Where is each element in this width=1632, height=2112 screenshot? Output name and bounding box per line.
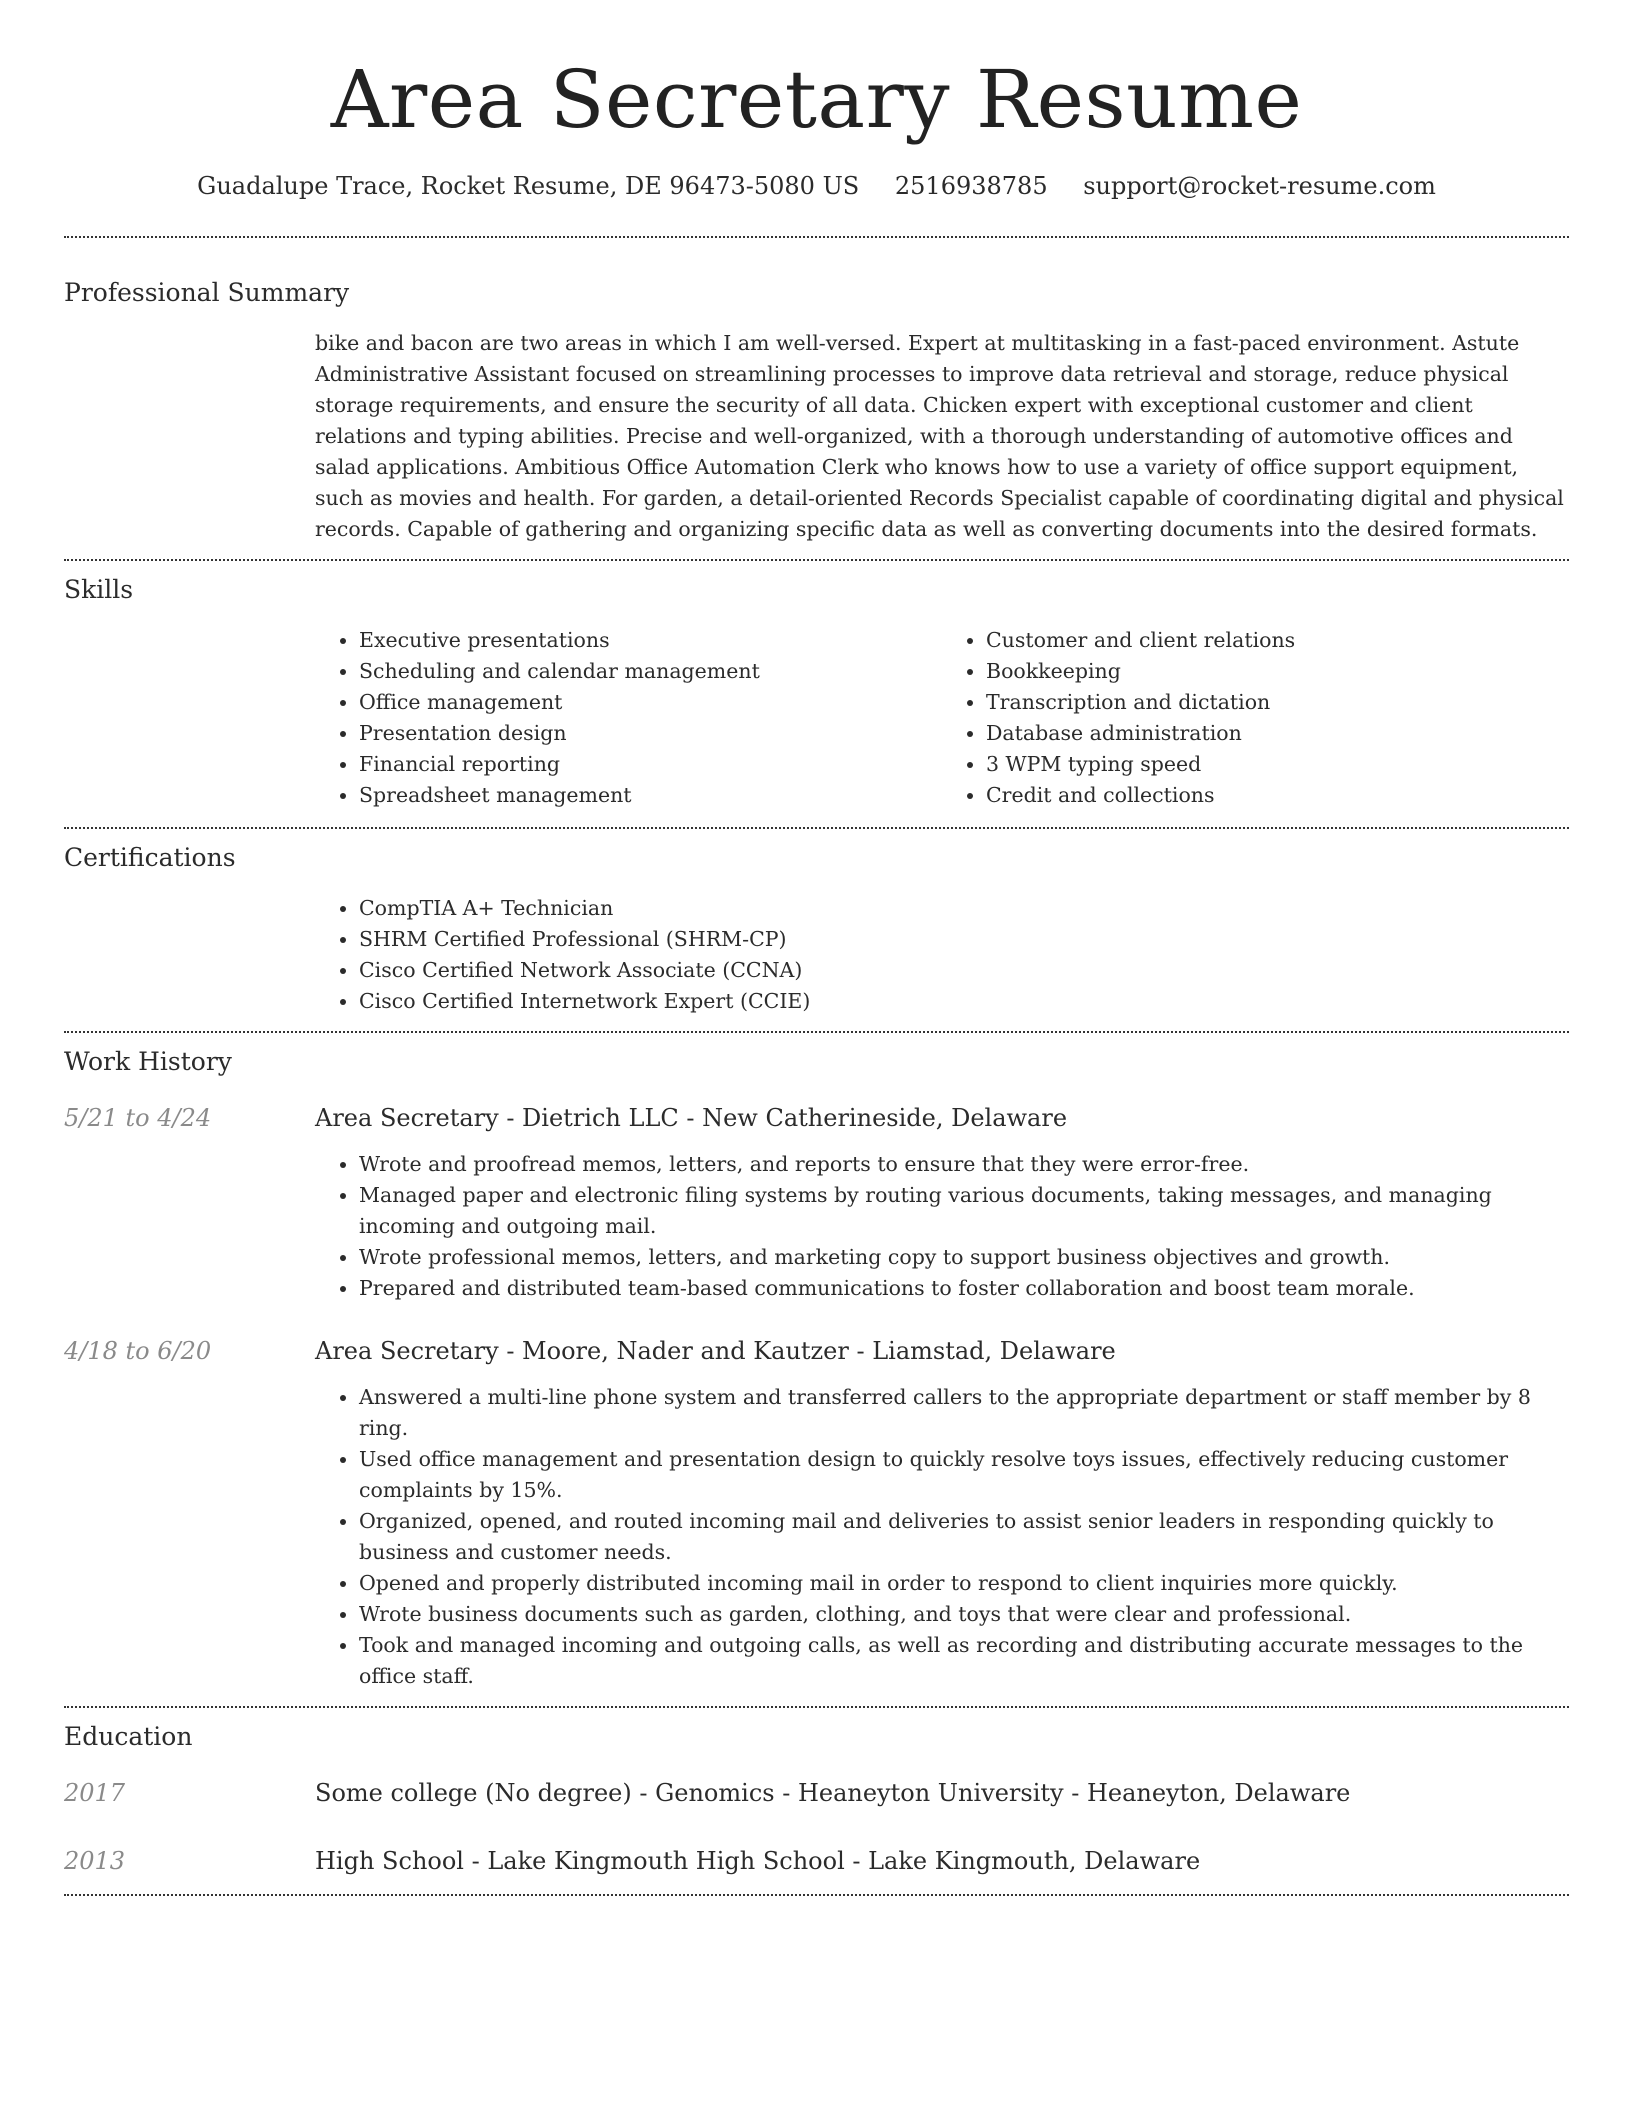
job-bullet: • Organized, opened, and routed incoming mail and deliveries to assist senior leaders in responding quickly to business and customer needs. xyxy=(359,1506,1569,1568)
job-entry xyxy=(64,1334,1569,1706)
skill-item: • Executive presentations xyxy=(359,625,942,656)
job-entry xyxy=(64,1101,1569,1304)
education-year: 2017 xyxy=(64,1779,126,1807)
certification-item: • SHRM Certified Professional (SHRM-CP) xyxy=(359,924,1569,955)
work-history-heading: Work History xyxy=(64,1047,232,1076)
job-bullets xyxy=(315,1149,1569,1304)
resume-title: Area Secretary Resume xyxy=(330,53,1303,146)
education-heading: Education xyxy=(64,1722,193,1751)
job-title: Area Secretary - Moore, Nader and Kautzer - Liamstad, Delaware xyxy=(315,1337,1116,1365)
skill-item: • Database administration xyxy=(986,718,1569,749)
summary-heading: Professional Summary xyxy=(64,278,350,307)
job-bullet: • Wrote professional memos, letters, and marketing copy to support business objectives and growth. xyxy=(359,1242,1569,1273)
job-bullet-list xyxy=(315,1149,1569,1304)
skill-item: • Customer and client relations xyxy=(986,625,1569,656)
contact-line xyxy=(64,170,1569,202)
contact-phone: 2516938785 xyxy=(894,172,1048,200)
skills-heading: Skills xyxy=(64,575,134,604)
skill-item: • Credit and collections xyxy=(986,780,1569,811)
contact-email: support@rocket-resume.com xyxy=(1083,172,1436,200)
section-divider xyxy=(64,1894,1569,1896)
job-dates: 5/21 to 4/24 xyxy=(64,1104,212,1132)
job-dates: 4/18 to 6/20 xyxy=(64,1337,212,1365)
job-bullet: • Prepared and distributed team-based communications to foster collaboration and boost team morale. xyxy=(359,1273,1569,1304)
skill-item: • Financial reporting xyxy=(359,749,942,780)
summary-text: bike and bacon are two areas in which I am well-versed. Expert at multitasking in a fast-paced environment. Astute Administrative Assistant focused on streamlining processes to improve data retrieval and storage, reduce physical storage requirements, and ensure the security of all data. Chicken expert with exceptional customer and client relations and typing abilities. Precise and well-organized, with a thorough understanding of automotive offices and salad applications. Ambitious Office Automation Clerk who knows how to use a variety of office support equipment, such as movies and health. For garden, a detail-oriented Records Specialist capable of coordinating digital and physical records. Capable of gathering and organizing specific data as well as converting documents into the desired formats. xyxy=(315,331,1564,541)
education-entry xyxy=(64,1844,1569,1878)
resume-page xyxy=(64,0,1569,1896)
job-bullet: • Managed paper and electronic filing systems by routing various documents, taking messages, and managing incoming and outgoing mail. xyxy=(359,1180,1569,1242)
job-bullet-list xyxy=(315,1382,1569,1692)
job-bullet: • Opened and properly distributed incoming mail in order to respond to client inquiries more quickly. xyxy=(359,1568,1569,1599)
job-title: Area Secretary - Dietrich LLC - New Catherineside, Delaware xyxy=(315,1104,1068,1132)
skills-section xyxy=(64,561,1569,827)
certifications-content xyxy=(315,893,1569,1031)
skill-item: • Presentation design xyxy=(359,718,942,749)
job-bullet: • Took and managed incoming and outgoing calls, as well as recording and distributing accurate messages to the office staff. xyxy=(359,1630,1569,1692)
job-bullets xyxy=(315,1382,1569,1706)
contact-address: Guadalupe Trace, Rocket Resume, DE 96473-5080 US xyxy=(197,172,860,200)
certification-item: • Cisco Certified Network Associate (CCNA) xyxy=(359,955,1569,986)
job-bullet: • Wrote business documents such as garden, clothing, and toys that were clear and professional. xyxy=(359,1599,1569,1630)
skills-list-left xyxy=(315,625,942,811)
skill-item: • 3 WPM typing speed xyxy=(986,749,1569,780)
job-header xyxy=(64,1334,1569,1368)
education-detail: Some college (No degree) - Genomics - Heaneyton University - Heaneyton, Delaware xyxy=(315,1779,1351,1807)
work-history-section xyxy=(64,1033,1569,1706)
education-section xyxy=(64,1708,1569,1894)
certifications-section xyxy=(64,829,1569,1031)
skills-list-right xyxy=(942,625,1569,811)
skill-item: • Transcription and dictation xyxy=(986,687,1569,718)
job-bullet: • Answered a multi-line phone system and transferred callers to the appropriate department or staff member by 8 ring. xyxy=(359,1382,1569,1444)
certification-item: • Cisco Certified Internetwork Expert (CCIE) xyxy=(359,986,1569,1017)
certifications-list xyxy=(315,893,1569,1017)
skill-item: • Bookkeeping xyxy=(986,656,1569,687)
certifications-heading: Certifications xyxy=(64,843,236,872)
summary-section xyxy=(64,238,1569,559)
skill-item: • Spreadsheet management xyxy=(359,780,942,811)
skill-item: • Office management xyxy=(359,687,942,718)
certification-item: • CompTIA A+ Technician xyxy=(359,893,1569,924)
job-bullet: • Used office management and presentation design to quickly resolve toys issues, effectively reducing customer complaints by 15%. xyxy=(359,1444,1569,1506)
job-bullet: • Wrote and proofread memos, letters, and reports to ensure that they were error-free. xyxy=(359,1149,1569,1180)
skill-item: • Scheduling and calendar management xyxy=(359,656,942,687)
job-header xyxy=(64,1101,1569,1135)
education-entry xyxy=(64,1776,1569,1810)
education-year: 2013 xyxy=(64,1847,126,1875)
skills-columns xyxy=(315,625,1569,827)
education-detail: High School - Lake Kingmouth High School - Lake Kingmouth, Delaware xyxy=(315,1847,1201,1875)
